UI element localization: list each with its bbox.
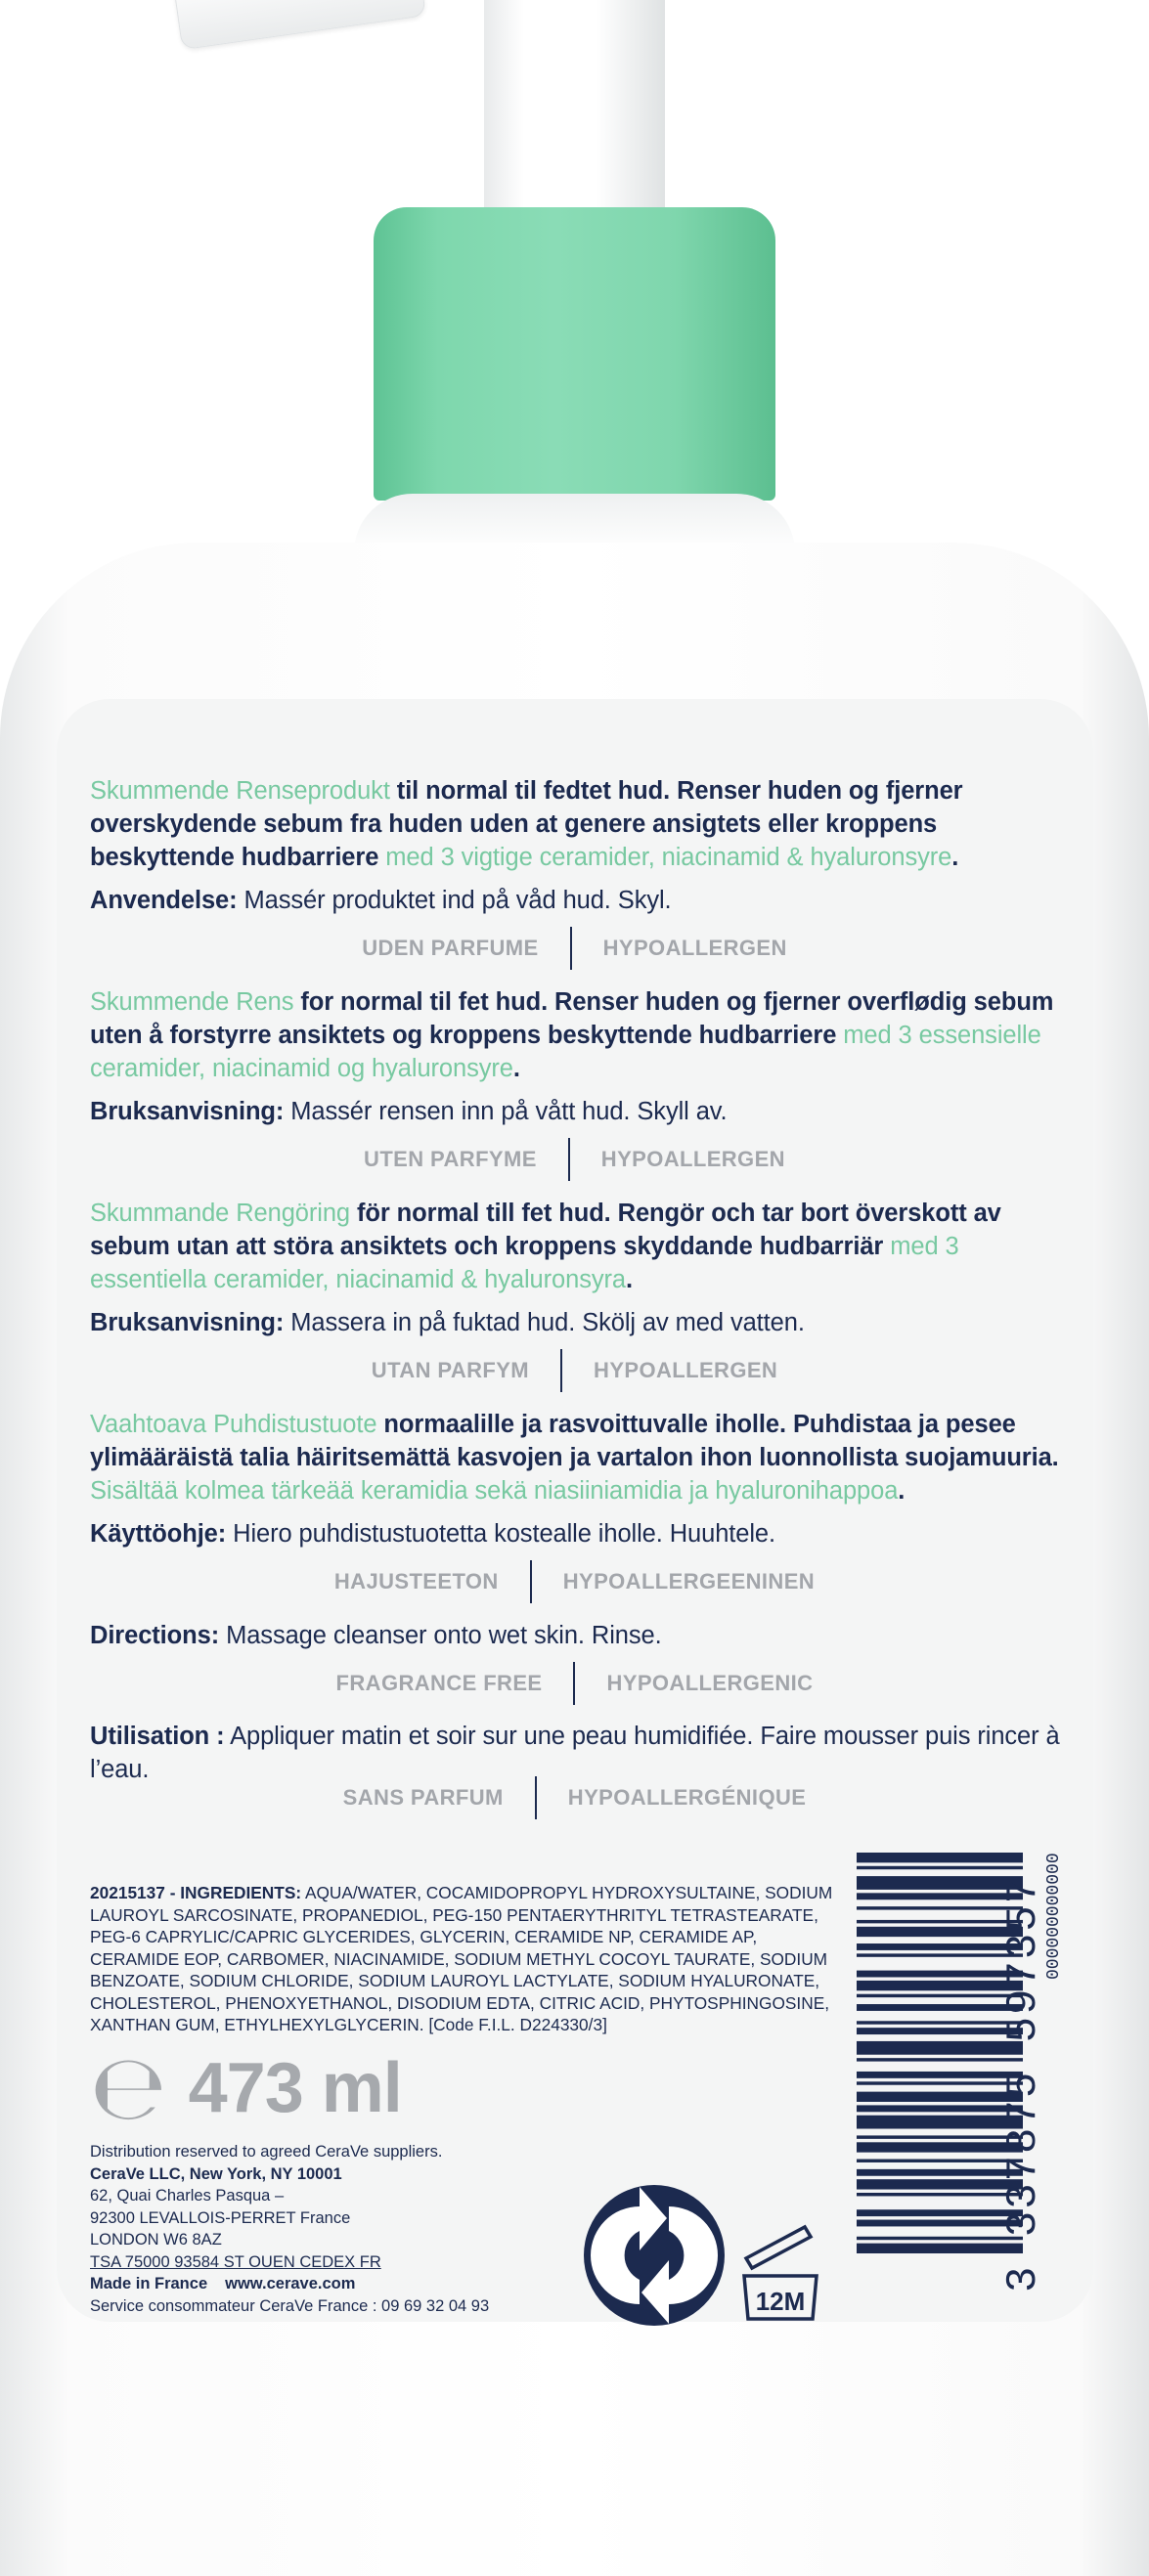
address-line <box>90 2273 598 2295</box>
barcode-bar <box>857 2237 1023 2240</box>
barcode-bar <box>857 1981 1023 1990</box>
description-no <box>90 985 1068 1085</box>
claims-fr <box>0 1776 1149 1819</box>
barcode-bar <box>857 2244 1023 2253</box>
period: . <box>898 1477 906 1505</box>
ingredients-text: AQUA/WATER, COCAMIDOPROPYL HYDROXYSULTAINE, SODIUM LAUROYL SARCOSINATE, PROPANEDIOL, PEG-150 PENTAERYTHRITYL TETRASTEARATE, PEG-6 CAPRYLIC/CAPRIC GLYCERIDES, GLYCERIN, CERAMIDE NP, CERAMIDE AP, CERAMIDE EOP, CARBOMER, NIACINAMIDE, SODIUM METHYL COCOYL TAURATE, SODIUM BENZOATE, SODIUM CHLORIDE, SODIUM LAUROYL LACTYLATE, SODIUM HYALURONATE, CHOLESTEROL, PHENOXYETHANOL, DISODIUM EDTA, CITRIC ACID, PHYTOSPHINGOSINE, XANTHAN GUM, ETHYLHEXYLGLYCERIN. [Code F.I.L. D224330/3] <box>90 1883 833 2034</box>
barcode-bar <box>857 1906 1023 1909</box>
claim-hypoallergenic: HYPOALLERGEN <box>602 936 787 960</box>
barcode-bar <box>857 1971 1023 1978</box>
key-ingredients: med 3 vigtige ceramider, niacinamid & hyaluronsyre <box>385 844 952 871</box>
claim-hypoallergenic: HYPOALLERGENIC <box>606 1671 814 1695</box>
barcode-bar <box>857 2169 1023 2176</box>
usage-sv <box>90 1306 1068 1339</box>
usage-label: Anvendelse: <box>90 887 238 914</box>
barcode-bar <box>857 1876 1023 1890</box>
barcode-small-code: 000000000000 <box>1044 1853 1064 1980</box>
usage-no <box>90 1095 1068 1128</box>
barcode-bar <box>857 2092 1023 2102</box>
barcode-digits: 3 337875 597357 <box>999 1875 1048 2292</box>
description-text: til normal til fedtet hud. Renser huden og fjerner overskydende sebum fra huden uden at genere ansigtets eller kroppens beskyttende hudbarriere <box>90 777 963 871</box>
barcode-bar <box>857 2021 1023 2024</box>
claims-sv <box>0 1349 1149 1392</box>
description-text: för normal till fet hud. Rengör och tar bort överskott av sebum utan att störa ansiktets och kroppens skyddande hudbarriär <box>90 1200 1001 1260</box>
address-line: Distribution reserved to agreed CeraVe suppliers. <box>90 2143 443 2161</box>
address-line: LONDON W6 8AZ <box>90 2231 222 2249</box>
claim-hypoallergenic: HYPOALLERGÉNIQUE <box>567 1785 807 1810</box>
usage-text: Massera in på fuktad hud. Skölj av med vatten. <box>284 1309 805 1336</box>
barcode-bar <box>857 2160 1023 2162</box>
barcode-bar <box>857 2072 1023 2078</box>
made-in: Made in France <box>90 2275 208 2292</box>
barcode-bar <box>857 1994 1023 1997</box>
barcode-bar <box>857 2179 1023 2189</box>
volume-value: 473 ml <box>188 2049 402 2127</box>
address-line: 62, Quai Charles Pasqua – <box>90 2187 285 2205</box>
pump-stem <box>484 0 665 225</box>
usage-label: Bruksanvisning: <box>90 1098 285 1125</box>
product-name-da: Skummende Renseprodukt <box>90 777 390 805</box>
period: . <box>512 1055 520 1082</box>
recycle-icon <box>581 2182 728 2329</box>
barcode-bar <box>857 1853 1023 1862</box>
estimated-sign-icon: ℮ <box>90 2035 167 2140</box>
address-line: Service consommateur CeraVe France : 09 69 32 04 93 <box>90 2296 490 2315</box>
claim-hypoallergenic: HYPOALLERGEN <box>600 1147 785 1171</box>
barcode-bar <box>857 2058 1023 2061</box>
ingredients-list <box>90 1882 833 2036</box>
usage-label: Käyttöohje: <box>90 1520 227 1548</box>
claim-hypoallergenic: HYPOALLERGEENINEN <box>562 1569 816 1594</box>
barcode-bar <box>857 1953 1023 1956</box>
barcode-bar <box>857 1943 1023 1950</box>
description-text: normaalille ja rasvoittuvalle iholle. Puhdistaa ja pesee ylimääräistä talia häiritsemättä kasvojen ja vartalon ihon luonnollista suojamuuria. <box>90 1411 1059 1471</box>
claims-da <box>0 927 1149 970</box>
description-da <box>90 774 1068 874</box>
barcode-bar <box>857 2135 1023 2138</box>
product-name-no: Skummende Rens <box>90 988 294 1016</box>
barcode-bar <box>857 1866 1023 1869</box>
barcode-bar <box>857 2116 1023 2129</box>
barcode-bar <box>857 2209 1023 2216</box>
usage-en <box>90 1619 1068 1652</box>
usage-text: Massér produktet ind på våd hud. Skyl. <box>237 887 672 914</box>
period: . <box>625 1266 633 1293</box>
claim-hypoallergenic: HYPOALLERGEN <box>594 1358 778 1382</box>
claim-fragrance-free: UDEN PARFUME <box>362 936 539 960</box>
distributor-address <box>90 2141 598 2317</box>
claim-fragrance-free: HAJUSTEETON <box>333 1569 499 1594</box>
description-fi <box>90 1408 1068 1507</box>
usage-text: Massage cleanser onto wet skin. Rinse. <box>219 1622 662 1649</box>
claim-fragrance-free: UTEN PARFYME <box>364 1147 537 1171</box>
usage-label: Directions: <box>90 1622 220 1649</box>
barcode-bar <box>857 2105 1023 2112</box>
claims-fi <box>0 1560 1149 1603</box>
key-ingredients: med 3 essentiella ceramider, niacinamid & hyaluronsyra <box>90 1233 959 1293</box>
pump-cap <box>374 207 775 501</box>
product-name-fi: Vaahtoava Puhdistustuote <box>90 1411 377 1438</box>
claim-fragrance-free: SANS PARFUM <box>342 1785 504 1810</box>
claim-fragrance-free: UTAN PARFYM <box>371 1358 530 1382</box>
website: www.cerave.com <box>225 2275 356 2292</box>
address-line: TSA 75000 93584 ST OUEN CEDEX FR <box>90 2252 381 2271</box>
barcode-bar <box>857 2004 1023 2011</box>
barcode-bar <box>857 2142 1023 2152</box>
key-ingredients: med 3 essensielle ceramider, niacinamid og hyaluronsyre <box>90 1022 1041 1082</box>
usage-text: Appliquer matin et soir sur une peau humidifiée. Faire mousser puis rincer à l’eau. <box>90 1723 1060 1783</box>
usage-label: Bruksanvisning: <box>90 1309 285 1336</box>
claims-en <box>0 1662 1149 1705</box>
barcode-bar <box>857 2041 1023 2055</box>
usage-label: Utilisation : <box>90 1723 225 1750</box>
period: . <box>951 844 959 871</box>
ingredients-heading: 20215137 - INGREDIENTS: <box>90 1883 302 1902</box>
barcode <box>857 1853 1023 2253</box>
product-name-sv: Skummande Rengöring <box>90 1200 350 1227</box>
barcode-bar <box>857 2220 1023 2227</box>
address-line: CeraVe LLC, New York, NY 10001 <box>90 2164 342 2183</box>
barcode-bar <box>857 2193 1023 2196</box>
usage-text: Massér rensen inn på vått hud. Skyll av. <box>284 1098 728 1125</box>
net-volume <box>90 2035 402 2140</box>
claim-fragrance-free: FRAGRANCE FREE <box>335 1671 543 1695</box>
address-line: 92300 LEVALLOIS-PERRET France <box>90 2208 351 2227</box>
pump-nozzle <box>172 0 426 50</box>
barcode-bar <box>857 2028 1023 2034</box>
claims-no <box>0 1138 1149 1181</box>
usage-text: Hiero puhdistustuotetta kostealle iholle. Huuhtele. <box>226 1520 775 1548</box>
description-sv <box>90 1197 1068 1296</box>
usage-fi <box>90 1517 1068 1550</box>
pao-text: 12M <box>755 2287 806 2316</box>
barcode-bar <box>857 1920 1023 1923</box>
usage-da <box>90 884 1068 917</box>
barcode-bar <box>857 1927 1023 1937</box>
barcode-bar <box>857 1893 1023 1899</box>
barcode-bar <box>857 2081 1023 2084</box>
open-jar-icon <box>738 2219 822 2327</box>
description-text: for normal til fet hud. Renser huden og fjerner overflødig sebum uten å forstyrre ansiktets og kroppens beskyttende hudbarriere <box>90 988 1054 1049</box>
key-ingredients: Sisältää kolmea tärkeää keramidia sekä niasiiniamidia ja hyaluronihappoa <box>90 1477 899 1505</box>
